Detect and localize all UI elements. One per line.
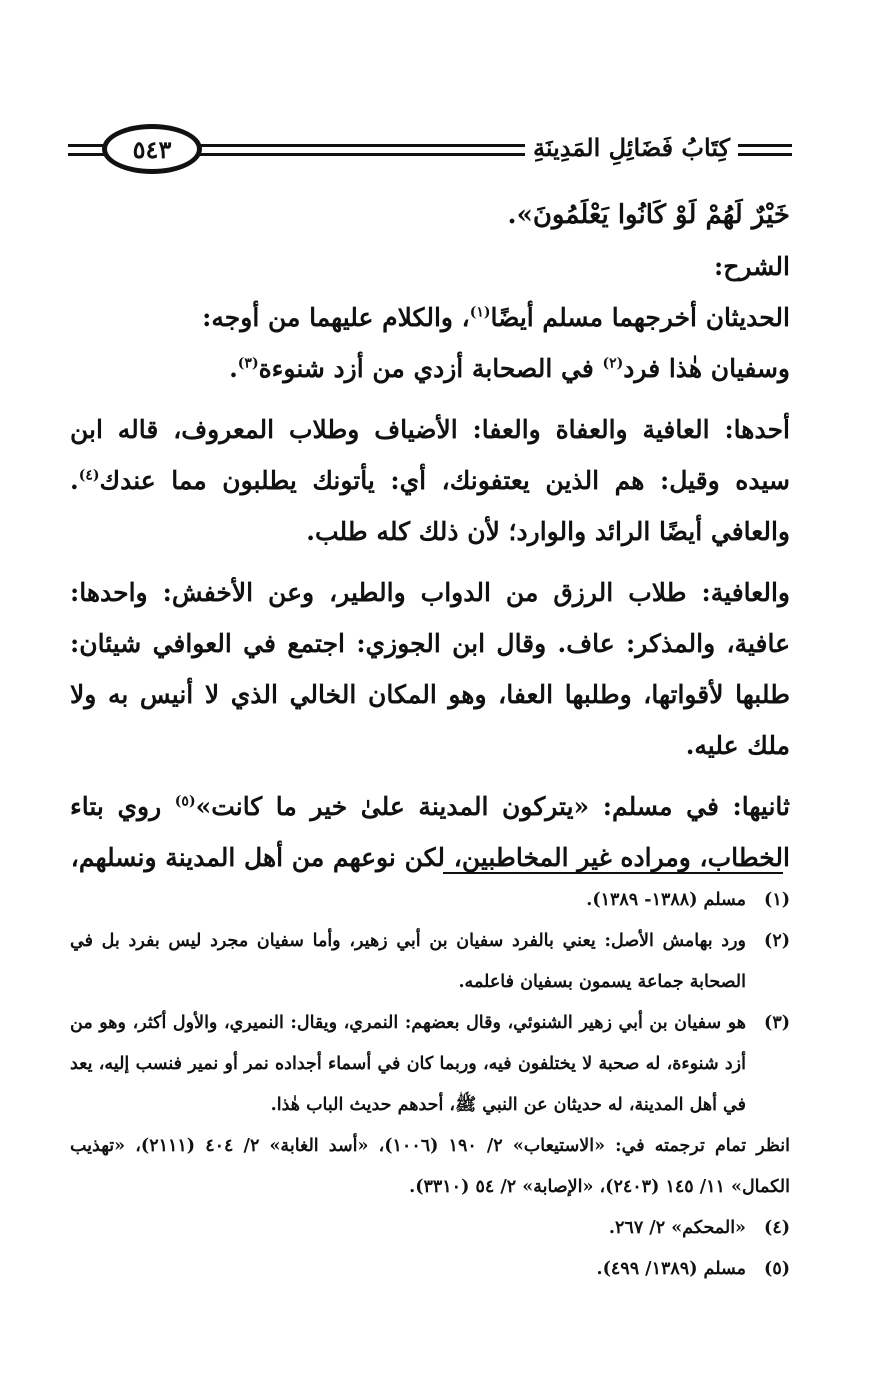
paragraph-3-text: أحدها: العافية والعفاة والعفا: الأضياف وطلاب المعروف، قاله ابن سيده وقيل: هم الذين يعتفونك، أي: يأتونك يطلبون مما عندك [70,415,790,495]
paragraph-2 [70,343,790,394]
footnote-number: (٢) [764,931,790,951]
paragraph-5-text-after: روي بتاء الخطاب، ومراده غير المخاطبين، لكن نوعهم من أهل المدينة ونسلهم، [70,792,790,872]
footnote-text: هو سفيان بن أبي زهير الشنوئي، وقال بعضهم: النمري، ويقال: النميري، والأول أكثر، وهو من أزد شنوءة، له صحبة لا يختلفون فيه، وربما كان في أسماء أجداده نمر أو نمير فنسب إليه، يعد في أهل المدينة، له حديثان عن النبي ﷺ، أحدهم حديث الباب هٰذا. [70,1013,746,1115]
footnote-ref: (٣) [237,355,259,372]
footnotes [70,880,790,1290]
footnote-text: مسلم (١٣٨٩/ ٤٩٩). [596,1259,746,1279]
paragraph-4: والعافية: طلاب الرزق من الدواب والطير، وعن الأخفش: واحدها: عافية، والمذكر: عاف. وقال ابن الجوزي: اجتمع في العوافي شيئان: طلبها لأقواتها، وطلبها العفا، وهو المكان الخالي الذي لا أنيس به ولا ملك عليه. [70,578,790,760]
paragraph-2-text-end: . [229,354,238,383]
paragraph-1-text-after: ، والكلام عليهما من أوجه: [202,303,470,332]
page-number: ٥٤٣ [132,134,172,164]
footnote-ref: (٥) [174,793,196,810]
paragraph-5 [70,781,790,883]
paragraph-2-text-mid: في الصحابة أزدي من أزد شنوءة [258,354,603,383]
book-title: كِتَابُ فَضَائِلِ المَدِينَةِ [525,128,738,168]
footnote-ref: (٢) [602,355,624,372]
paragraph-1-text: الحديثان أخرجهما مسلم أيضًا [490,303,790,332]
verse-ending: خَيْرٌ لَهُمْ لَوْ كَانُوا يَعْلَمُونَ». [507,200,790,230]
page-number-badge [102,124,202,174]
paragraph-3 [70,404,790,557]
paragraph-5-text: ثانيها: في مسلم: «يتركون المدينة علىٰ خير ما كانت» [195,792,790,821]
paragraph-2-text: وسفيان هٰذا فرد [623,354,790,383]
footnote-text: مسلم (١٣٨٨- ١٣٨٩). [586,890,746,910]
footnote-ref: (٤) [78,467,100,484]
footnote-5 [70,1249,790,1290]
footnote-number: (٤) [764,1218,790,1238]
footnote-number: (٥) [764,1259,790,1279]
footnote-3 [70,1003,790,1126]
main-text [70,190,790,883]
footnote-number: (١) [764,890,790,910]
sharh-heading: الشرح: [713,252,790,281]
footnote-1 [70,880,790,921]
footnote-separator [443,872,783,874]
footnote-2 [70,921,790,1003]
paragraph-1 [70,292,790,343]
footnote-ref: (١) [469,304,491,321]
footnote-number: (٣) [764,1013,790,1033]
footnote-text: «المحكم» ٢/ ٢٦٧. [608,1218,746,1238]
footnote-3-continuation: انظر تمام ترجمته في: «الاستيعاب» ٢/ ١٩٠ (١٠٠٦)، «أسد الغابة» ٢/ ٤٠٤ (٢١١١)، «تهذيب الكمال» ١١/ ١٤٥ (٢٤٠٣)، «الإصابة» ٢/ ٥٤ (٣٣١٠). [70,1136,791,1197]
footnote-text: ورد بهامش الأصل: يعني بالفرد سفيان بن أبي زهير، وأما سفيان مجرد ليس بفرد بل في الصحابة جماعة يسمون بسفيان فاعلمه. [70,931,746,992]
paragraph-3-text-after: . والعافي أيضًا الرائد والوارد؛ لأن ذلك كله طلب. [70,466,790,546]
page-header [68,120,792,186]
footnote-4 [70,1208,790,1249]
